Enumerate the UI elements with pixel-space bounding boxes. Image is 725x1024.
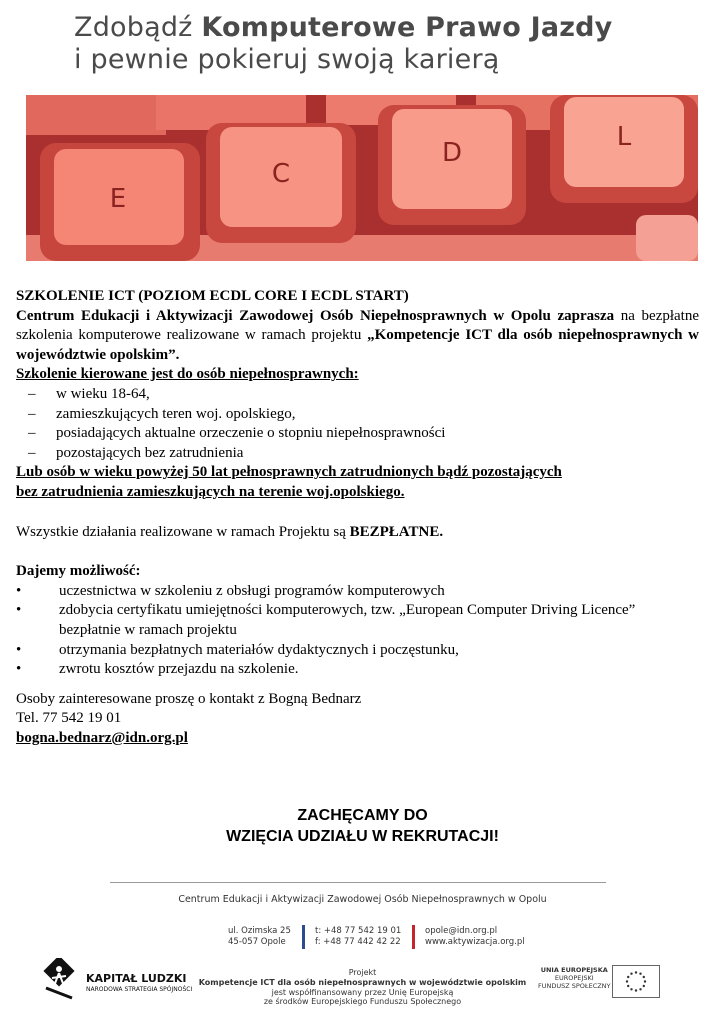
eu-star <box>644 980 646 982</box>
offer-item: • otrzymania bezpłatnych materiałów dydaktycznych i poczęstunku, <box>16 641 459 658</box>
eu-star <box>635 971 637 973</box>
eu-logo-text: UNIA EUROPEJSKA EUROPEJSKI FUNDUSZ SPOŁECZNY <box>538 966 611 990</box>
offer-heading: Dajemy możliwość: <box>16 563 141 580</box>
eu-flag-icon <box>612 965 660 998</box>
footer-contact <box>425 926 525 948</box>
target-item: – posiadających aktualne orzeczenie o stopniu niepełnosprawności <box>28 425 446 442</box>
intro-paragraph: Centrum Edukacji i Aktywizacji Zawodowej Osób Niepełnosprawnych w Opolu zaprasza na bezpłatne szkolenia komputerowe realizowane w ramach projektu „Kompetencje ICT dla osób niepełnosprawnych w województwie opolskim”. <box>16 307 700 363</box>
cta-line-2: WZIĘCIA UDZIAŁU W REKRUTACJI! <box>226 828 499 845</box>
contact-email-link[interactable]: bogna.bednarz@idn.org.pl <box>16 729 188 746</box>
offer-list <box>16 582 699 680</box>
header-line-2: i pewnie pokieruj swoją karierą <box>74 44 500 75</box>
eu-star <box>639 988 641 990</box>
eu-star <box>639 973 641 975</box>
target-heading: Szkolenie kierowane jest do osób niepełnosprawnych: <box>16 366 359 383</box>
footer-website-link[interactable]: www.aktywizacja.org.pl <box>425 937 525 947</box>
flyer-body <box>16 287 699 748</box>
footer-project-info: Projekt Kompetencje ICT dla osób niepełnosprawnych w województwie opolskim jest współfinansowany przez Unię Europejską ze środków Europejskiego Funduszu Społecznego <box>198 968 527 1007</box>
offer-item: • zdobycia certyfikatu umiejętności komputerowych, tzw. „European Computer Driving Licence” bezpłatnie w ramach projektu <box>16 602 636 638</box>
eu-star <box>627 985 629 987</box>
footer-email-link[interactable]: opole@idn.org.pl <box>425 926 498 936</box>
key-label-c: C <box>271 159 291 189</box>
kapital-ludzki-logo: KAPITAŁ LUDZKI NARODOWA STRATEGIA SPÓJNOŚCI <box>86 972 193 993</box>
target-item: – pozostających bez zatrudnienia <box>28 444 244 461</box>
eu-star <box>643 985 645 987</box>
header-line-1: Zdobądź Komputerowe Prawo Jazdy <box>74 12 613 43</box>
header-bold-title: Komputerowe Prawo Jazdy <box>201 12 613 43</box>
call-to-action <box>0 805 725 847</box>
keyboard-photo <box>26 95 698 261</box>
key-label-d: D <box>441 138 463 168</box>
target-item: – w wieku 18-64, <box>28 385 150 402</box>
eu-star <box>635 989 637 991</box>
offer-item: • uczestnictwa w szkoleniu z obsługi programów komputerowych <box>16 582 445 599</box>
cta-line-1: ZACHĘCAMY DO <box>297 807 428 824</box>
footer-org-name: Centrum Edukacji i Aktywizacji Zawodowej Osób Niepełnosprawnych w Opolu <box>178 894 547 905</box>
target-list <box>16 385 699 463</box>
alt-group-line-2: bez zatrudnienia zamieszkujących na terenie woj.opolskiego. <box>16 483 405 500</box>
eu-star <box>627 976 629 978</box>
eu-star <box>626 980 628 982</box>
footer-address: ul. Ozimska 25 45-057 Opole <box>228 926 291 947</box>
key-label-l: L <box>616 122 632 152</box>
alt-group-line-1: Lub osób w wieku powyżej 50 lat pełnosprawnych zatrudnionych bądź pozostających <box>16 464 562 481</box>
footer-red-bar <box>412 925 415 949</box>
footer-divider <box>110 882 606 883</box>
target-item: – zamieszkujących teren woj. opolskiego, <box>28 405 296 422</box>
eu-star <box>643 976 645 978</box>
contact-phone: Tel. 77 542 19 01 <box>16 710 122 727</box>
training-title: SZKOLENIE ICT (POZIOM ECDL CORE I ECDL START) <box>16 288 409 304</box>
key-label-e: E <box>109 184 127 214</box>
footer-blue-bar <box>302 925 305 949</box>
offer-item: • zwrotu kosztów przejazdu na szkolenie. <box>16 661 299 678</box>
contact-line: Osoby zainteresowane proszę o kontakt z Bogną Bednarz <box>16 690 362 707</box>
page-header <box>74 12 613 76</box>
eu-star <box>630 973 632 975</box>
footer-phone: t: +48 77 542 19 01 f: +48 77 442 42 22 <box>315 926 402 947</box>
eu-star <box>630 988 632 990</box>
free-notice: Wszystkie działania realizowane w ramach Projektu są BEZPŁATNE. <box>16 523 444 540</box>
